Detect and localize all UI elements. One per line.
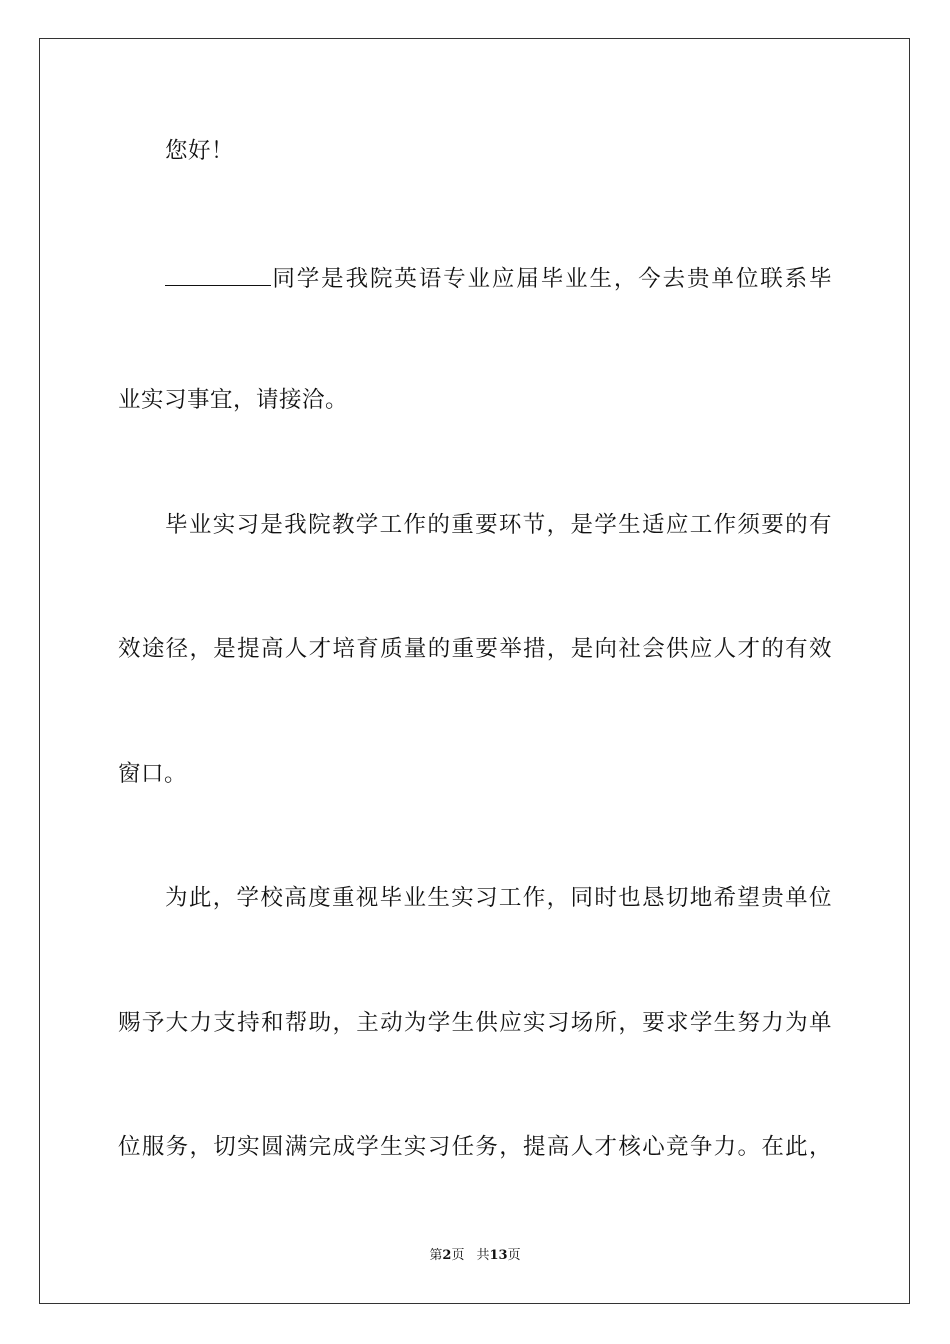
paragraph-line: 毕业实习是我院教学工作的重要环节，是学生适应工作须要的有 xyxy=(165,512,832,538)
paragraph-text: 同学是我院英语专业应届毕业生，今去贵单位联系毕 xyxy=(271,266,832,292)
name-blank xyxy=(165,261,271,286)
paragraph-line: 窗口。 xyxy=(118,761,188,787)
paragraph-line: 为此，学校高度重视毕业生实习工作，同时也恳切地希望贵单位 xyxy=(165,885,832,911)
paragraph-line xyxy=(165,261,832,294)
page-number: 第2页 xyxy=(429,1248,465,1263)
paragraph-line: 业实习事宜，请接洽。 xyxy=(118,387,349,413)
page-border xyxy=(39,38,910,1304)
paragraph-line: 赐予大力支持和帮助，主动为学生供应实习场所，要求学生努力为单 xyxy=(118,1010,832,1036)
page-total: 共13页 xyxy=(476,1248,521,1263)
page-footer xyxy=(0,1248,950,1264)
paragraph-line: 位服务，切实圆满完成学生实习任务，提高人才核心竞争力。在此， xyxy=(118,1134,832,1160)
greeting-line: 您好！ xyxy=(165,138,235,164)
paragraph-line: 效途径，是提高人才培育质量的重要举措，是向社会供应人才的有效 xyxy=(118,636,832,662)
